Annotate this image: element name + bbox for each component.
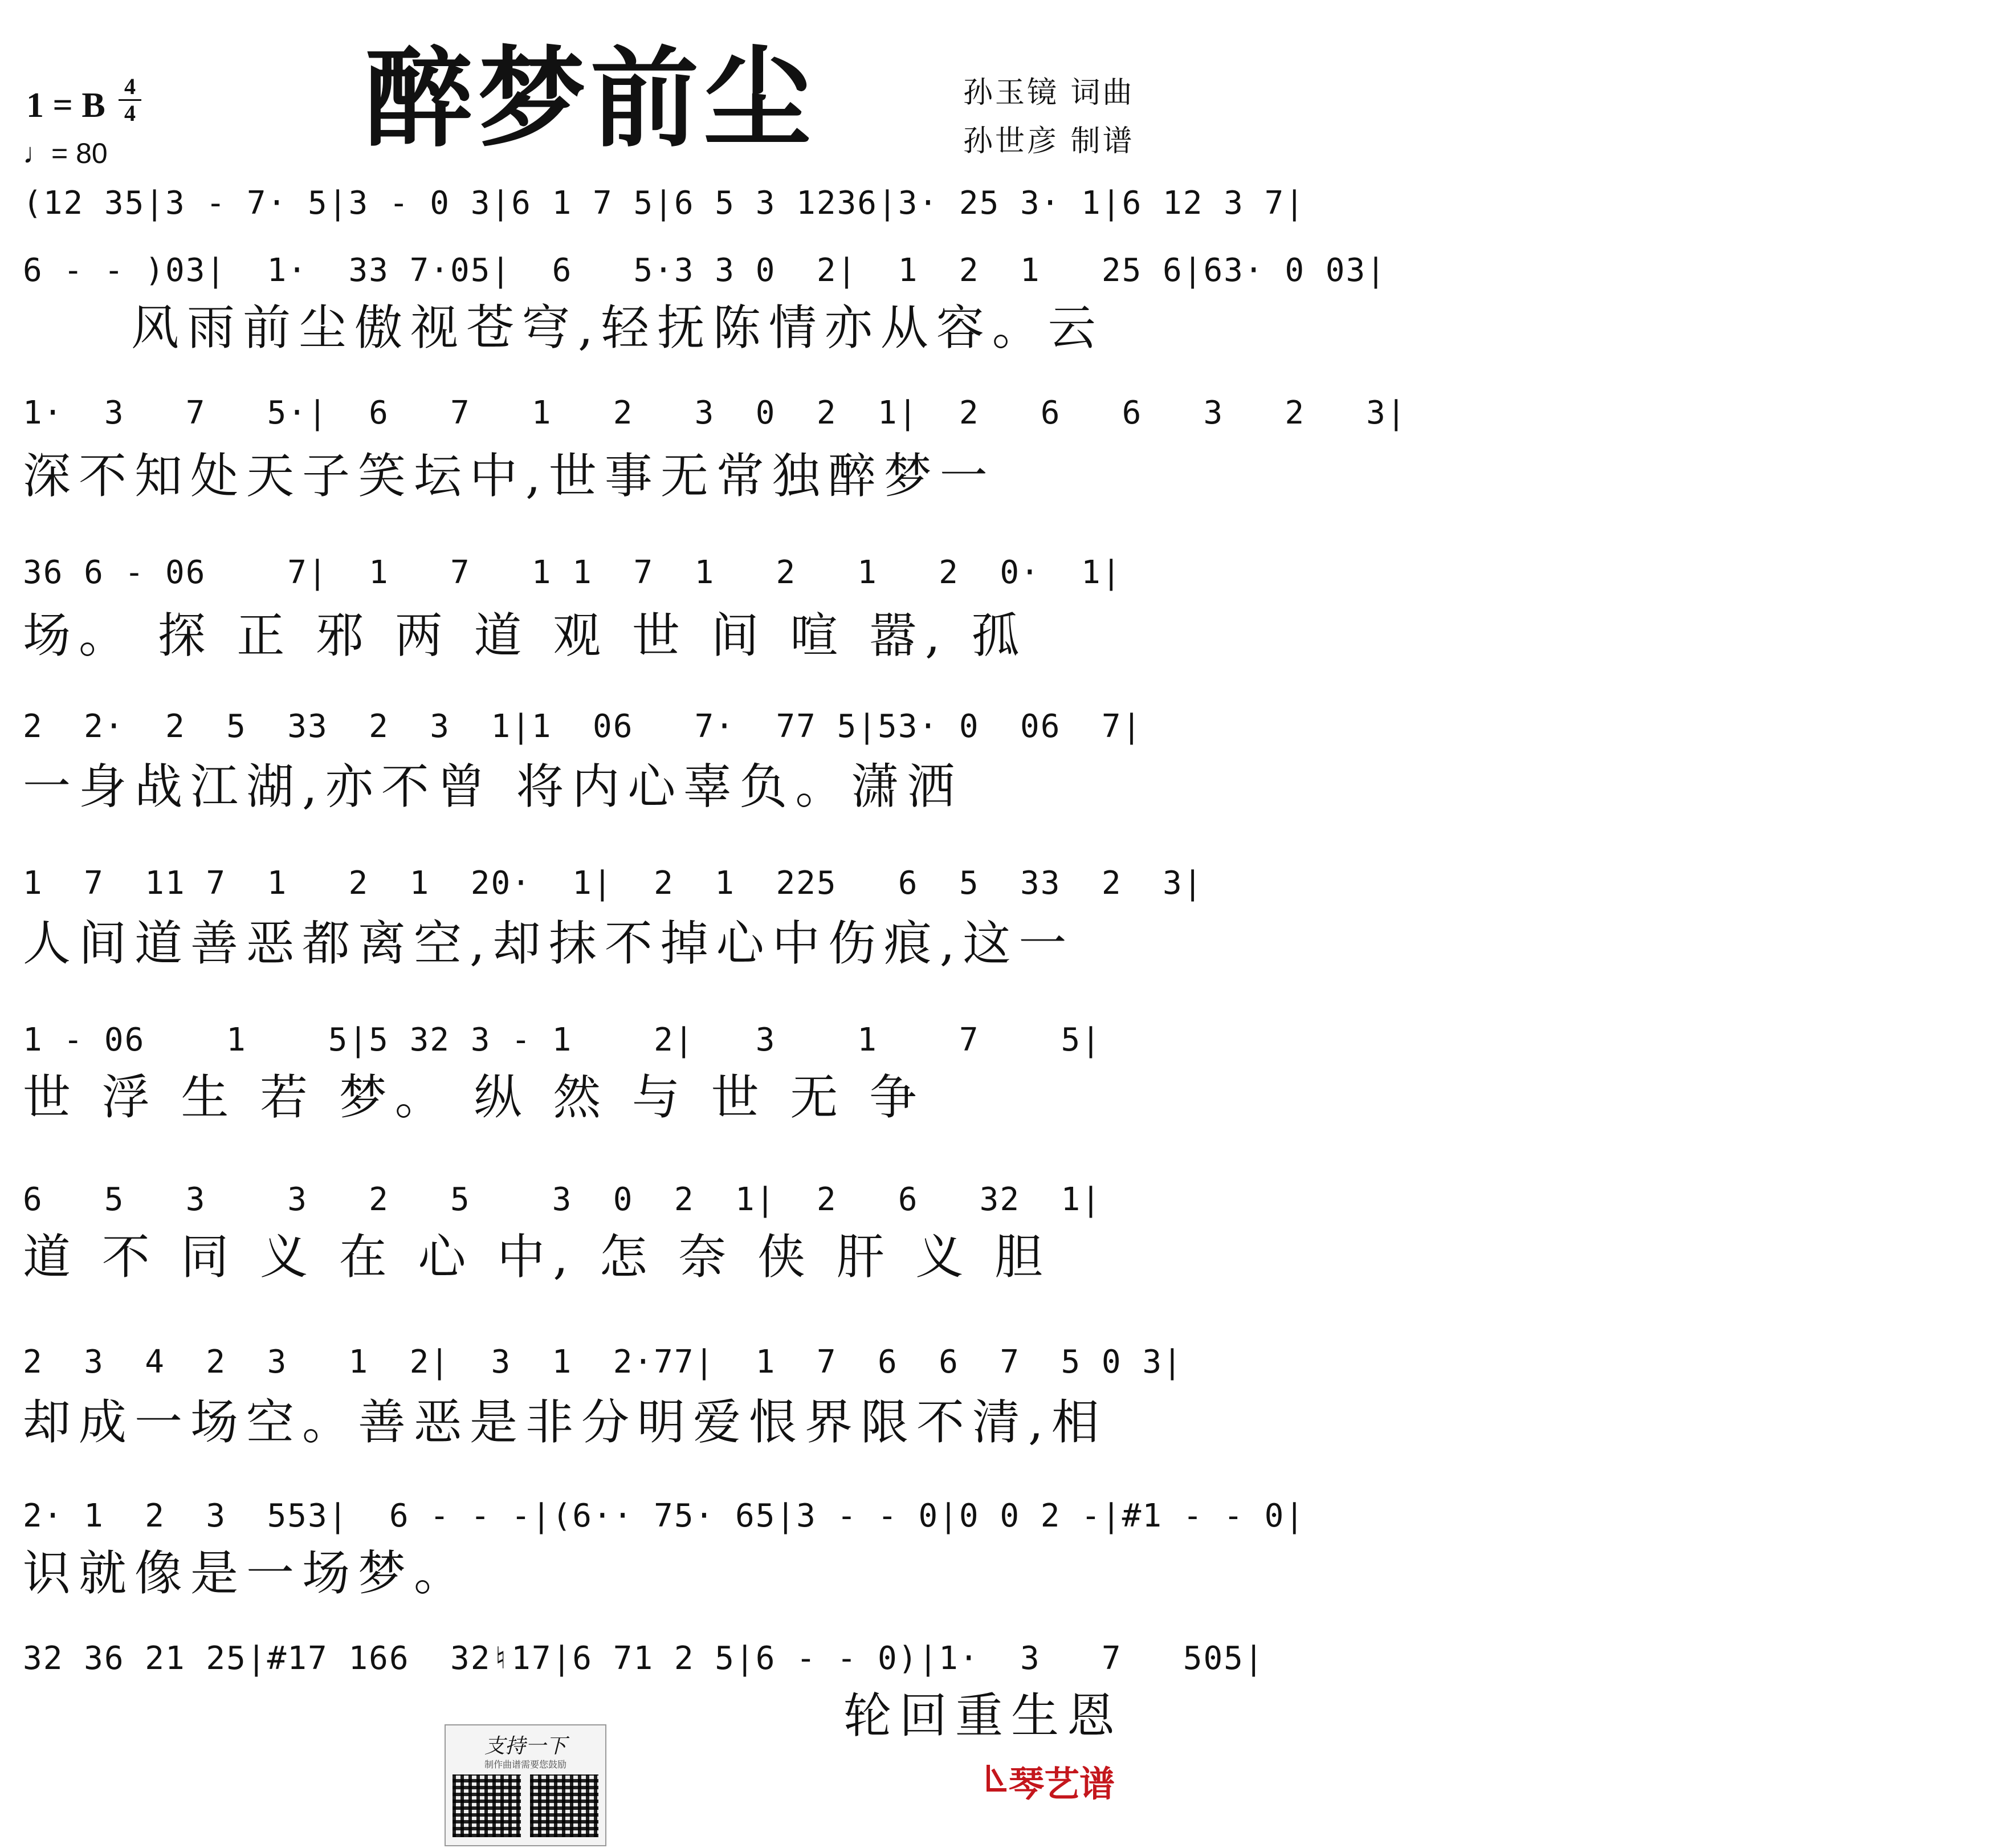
lyric-line: 世 浮 生 若 梦。 纵 然 与 世 无 争 (23, 1069, 926, 1125)
notation-line: 6 5 3 3 2 5 3 0 2 1| 2 6 32 1| (23, 1181, 1102, 1218)
lyric-line: 风雨前尘傲视苍穹,轻抚陈情亦从容。云 (131, 300, 1104, 356)
song-title: 醉梦前尘 (365, 35, 817, 162)
notation-system (23, 542, 1168, 604)
quarter-note-icon: ♩ (23, 137, 51, 169)
notation-line: 32 36 21 25|#17 166 32♮17|6 71 2 5|6 - - 0)|1· 3 7 505| (23, 1640, 1265, 1677)
support-title: 支持一下 (484, 1735, 566, 1758)
notation-line: 6 - - )03| 1· 33 7·05| 6 5·3 3 0 2| 1 2 1 25 6|63· 0 03| (23, 252, 1387, 289)
notation-line: 2 3 4 2 3 1 2| 3 1 2·77| 1 7 6 6 7 5 0 3| (23, 1344, 1183, 1381)
lyric-line: 轮回重生恩 (843, 1688, 1123, 1744)
notation-line: 1· 3 7 5·| 6 7 1 2 3 0 2 1| 2 6 6 3 2 3| (23, 394, 1407, 432)
transcriber-credit: 孙世彦 制谱 (963, 124, 1135, 158)
notation-system (23, 1009, 1168, 1072)
qinyipu-logo-icon (986, 1762, 1009, 1792)
notation-line: 1 7 11 7 1 2 1 20· 1| 2 1 225 6 5 33 2 3| (23, 865, 1204, 902)
notation-line: 1 - 06 1 5|5 32 3 - 1 2| 3 1 7 5| (23, 1021, 1102, 1059)
support-subtitle: 制作曲谱需要您鼓励 (484, 1759, 566, 1770)
time-signature (119, 75, 141, 125)
lyric-line: 一身战江湖,亦不曾 将内心辜负。潇洒 (23, 759, 963, 815)
notation-system (23, 382, 1407, 445)
notation-system (23, 695, 1168, 758)
support-box (445, 1724, 606, 1846)
lyric-line: 人间道善恶都离空,却抹不掉心中伤痕,这一 (23, 915, 1075, 971)
notation-system (23, 239, 1387, 302)
time-signature-bottom: 4 (124, 100, 136, 126)
notation-system (23, 1331, 1183, 1394)
notation-line: (12 35|3 - 7· 5|3 - 0 3|6 1 7 5|6 5 3 1236|3· 25 3· 1|6 12 3 7| (23, 185, 1306, 222)
notation-line: 2· 1 2 3 553| 6 - - -|(6·· 75· 65|3 - - 0|0 0 2 -|#1 - - 0| (23, 1497, 1306, 1534)
notation-line: 2 2· 2 5 33 2 3 1|1 06 7· 77 5|53· 0 06 7| (23, 708, 1143, 745)
tempo-marking (23, 137, 108, 170)
notation-system (23, 1169, 1168, 1231)
lyric-line: 却成一场空。善恶是非分明爱恨界限不清,相 (23, 1394, 1107, 1450)
lyric-line: 识就像是一场梦。 (23, 1545, 470, 1601)
lyric-line: 场。 探 正 邪 两 道 观 世 间 喧 嚣, 孤 (23, 608, 1028, 664)
lyric-line: 道 不 同 义 在 心 中, 怎 奈 侠 肝 义 胆 (23, 1229, 1051, 1285)
lyricist-composer-credit: 孙玉镜 词曲 (963, 76, 1135, 110)
qr-code-icon[interactable] (530, 1774, 598, 1837)
notation-system (23, 1627, 1265, 1690)
notation-system (23, 172, 1306, 235)
notation-system (23, 852, 1204, 915)
time-signature-top: 4 (124, 74, 136, 99)
lyric-line: 深不知处天子笑坛中,世事无常独醉梦一 (23, 448, 996, 504)
notation-system (23, 1485, 1306, 1548)
notation-line: 36 6 - 06 7| 1 7 1 1 7 1 2 1 2 0· 1| (23, 554, 1122, 591)
qr-code-icon[interactable] (453, 1774, 521, 1837)
tempo-value: = 80 (51, 137, 108, 169)
site-logo[interactable]: 琴艺谱 (1009, 1763, 1115, 1805)
key-signature: 1 = B (26, 86, 105, 125)
